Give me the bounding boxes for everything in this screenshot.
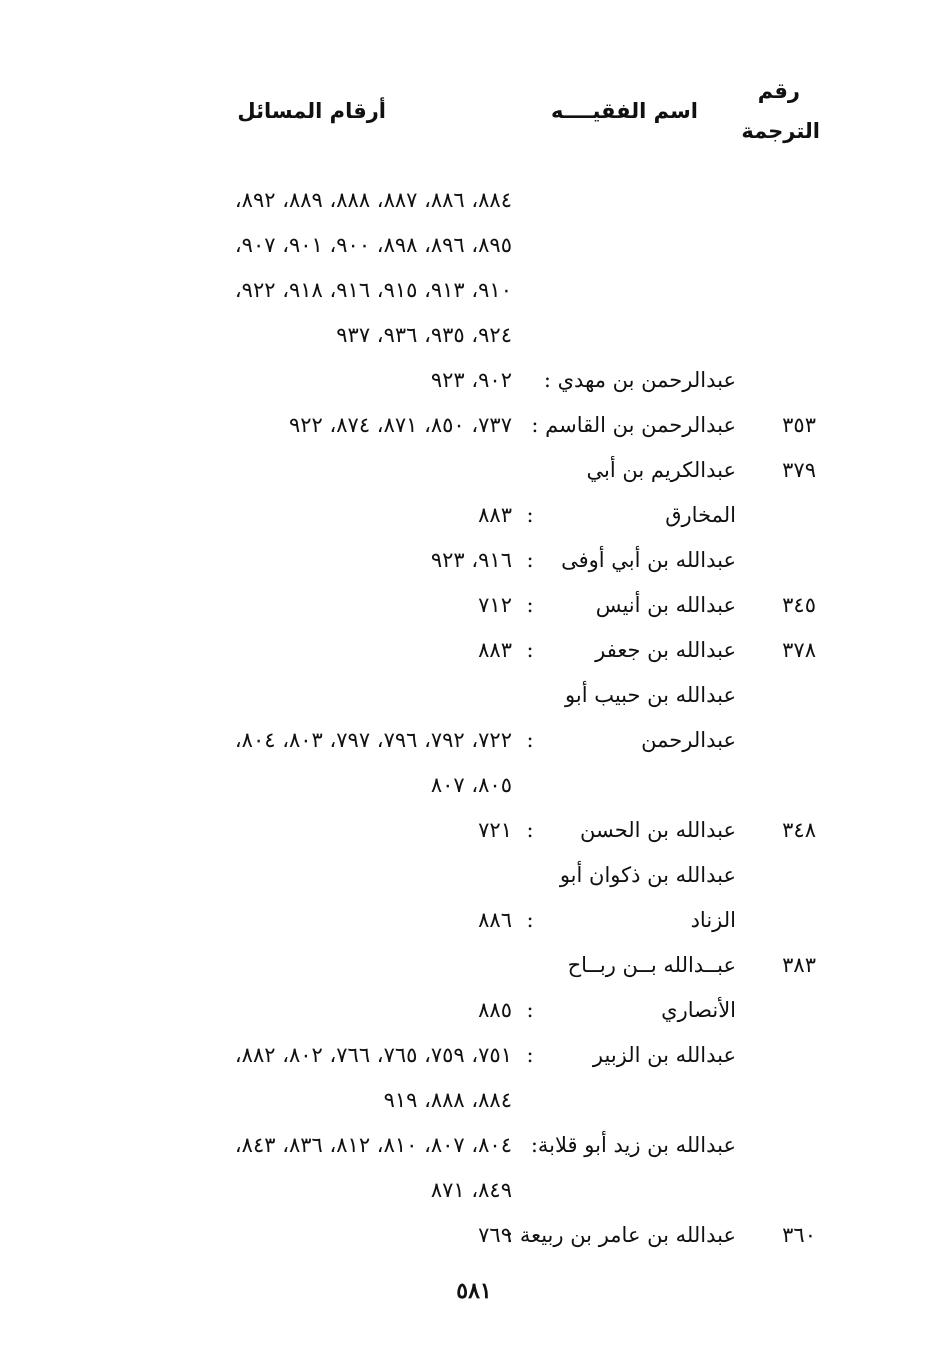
jurist-name: عبدالرحمن bbox=[641, 728, 736, 752]
issue-numbers-continuation: ٨٩٥، ٨٩٦، ٨٩٨، ٩٠٠، ٩٠١، ٩٠٧، bbox=[234, 233, 512, 257]
issue-numbers-continuation: ٩٢٤، ٩٣٥، ٩٣٦، ٩٣٧ bbox=[336, 323, 512, 347]
issue-numbers: ٨٠٤، ٨٠٧، ٨١٠، ٨١٢، ٨٣٦، ٨٤٣، bbox=[234, 1133, 512, 1157]
jurist-name: عبدالله بن زيد أبو قلابة: bbox=[530, 1133, 736, 1157]
colon-separator: : bbox=[526, 638, 534, 662]
jurist-name: عبدالله بن حبيب أبو bbox=[565, 683, 736, 707]
biography-number: ٣٦٠ bbox=[782, 1223, 816, 1247]
issue-numbers-continuation: ٨٤٩، ٨٧١ bbox=[430, 1178, 512, 1202]
jurist-name: عبدالله بن الحسن bbox=[579, 818, 736, 842]
issue-numbers: ٧٥١، ٧٥٩، ٧٦٥، ٧٦٦، ٨٠٢، ٨٨٢، bbox=[234, 1043, 512, 1067]
jurist-name: عبدالرحمن بن القاسم : bbox=[531, 413, 736, 437]
jurist-name: عبــدالله بــن ربــاح bbox=[567, 953, 736, 977]
index-row bbox=[0, 583, 948, 628]
jurist-name: الأنصاري bbox=[661, 998, 736, 1022]
biography-number: ٣٨٣ bbox=[782, 953, 816, 977]
index-row bbox=[0, 223, 948, 268]
colon-separator: : bbox=[526, 503, 534, 527]
biography-number: ٣٥٣ bbox=[782, 413, 816, 437]
issue-numbers-continuation: ٨٠٥، ٨٠٧ bbox=[430, 773, 512, 797]
index-row bbox=[0, 1168, 948, 1213]
jurist-name: عبدالكريم بن أبي bbox=[586, 458, 736, 482]
biography-number: ٣٧٨ bbox=[782, 638, 816, 662]
index-row bbox=[0, 1213, 948, 1258]
index-row bbox=[0, 1123, 948, 1168]
index-row bbox=[0, 808, 948, 853]
jurist-name: عبدالله بن جعفر bbox=[595, 638, 736, 662]
issue-numbers: ٩٠٢، ٩٢٣ bbox=[430, 368, 512, 392]
index-row bbox=[0, 493, 948, 538]
index-row bbox=[0, 898, 948, 943]
index-row bbox=[0, 1078, 948, 1123]
index-row bbox=[0, 358, 948, 403]
index-row bbox=[0, 673, 948, 718]
jurist-name: الزناد bbox=[690, 908, 736, 932]
colon-separator: : bbox=[526, 593, 534, 617]
index-row bbox=[0, 763, 948, 808]
colon-separator: : bbox=[526, 908, 534, 932]
index-row bbox=[0, 943, 948, 988]
issue-numbers: ٨٨٣ bbox=[478, 503, 512, 527]
jurist-name: عبدالله بن عامر بن ربيعة : bbox=[506, 1223, 736, 1247]
jurist-name: عبدالله بن أبي أوفى bbox=[561, 548, 736, 572]
issue-numbers: ٧٣٧، ٨٥٠، ٨٧١، ٨٧٤، ٩٢٢ bbox=[288, 413, 512, 437]
index-row bbox=[0, 628, 948, 673]
colon-separator: : bbox=[526, 1043, 534, 1067]
index-row bbox=[0, 853, 948, 898]
index-row bbox=[0, 268, 948, 313]
colon-separator: : bbox=[526, 818, 534, 842]
biography-number: ٣٤٥ bbox=[782, 593, 816, 617]
colon-separator: : bbox=[526, 728, 534, 752]
issue-numbers: ٨٨٥ bbox=[478, 998, 512, 1022]
index-row bbox=[0, 1033, 948, 1078]
issue-numbers: ٨٨٦ bbox=[478, 908, 512, 932]
column-header-number-line1: رقم bbox=[757, 79, 800, 103]
colon-separator: : bbox=[526, 998, 534, 1022]
column-header-name: اسم الفقيــــه bbox=[551, 99, 698, 123]
jurist-name: عبدالرحمن بن مهدي : bbox=[543, 368, 736, 392]
biography-number: ٣٧٩ bbox=[782, 458, 816, 482]
biography-number: ٣٤٨ bbox=[782, 818, 816, 842]
index-row bbox=[0, 718, 948, 763]
index-row bbox=[0, 403, 948, 448]
index-row bbox=[0, 538, 948, 583]
issue-numbers: ٩١٦، ٩٢٣ bbox=[430, 548, 512, 572]
issue-numbers: ٧٢٢، ٧٩٢، ٧٩٦، ٧٩٧، ٨٠٣، ٨٠٤، bbox=[234, 728, 512, 752]
column-header-issues: أرقام المسائل bbox=[237, 99, 386, 123]
jurist-name: المخارق bbox=[665, 503, 736, 527]
jurist-name: عبدالله بن أنيس bbox=[595, 593, 736, 617]
issue-numbers: ٧١٢ bbox=[478, 593, 512, 617]
index-row bbox=[0, 988, 948, 1033]
issue-numbers: ٨٨٣ bbox=[478, 638, 512, 662]
jurist-name: عبدالله بن الزبير bbox=[592, 1043, 736, 1067]
index-row bbox=[0, 448, 948, 493]
jurist-name: عبدالله بن ذكوان أبو bbox=[559, 863, 736, 887]
issue-numbers-continuation: ٨٨٤، ٨٨٨، ٩١٩ bbox=[383, 1088, 512, 1112]
issue-numbers: ٧٦٩ bbox=[478, 1223, 512, 1247]
colon-separator: : bbox=[526, 548, 534, 572]
column-header-number-line2: الترجمة bbox=[741, 119, 820, 143]
issue-numbers: ٧٢١ bbox=[478, 818, 512, 842]
issue-numbers-continuation: ٨٨٤، ٨٨٦، ٨٨٧، ٨٨٨، ٨٨٩، ٨٩٢، bbox=[234, 188, 512, 212]
index-row bbox=[0, 178, 948, 223]
page-number: ٥٨١ bbox=[456, 1278, 492, 1304]
index-row bbox=[0, 313, 948, 358]
issue-numbers-continuation: ٩١٠، ٩١٣، ٩١٥، ٩١٦، ٩١٨، ٩٢٢، bbox=[234, 278, 512, 302]
